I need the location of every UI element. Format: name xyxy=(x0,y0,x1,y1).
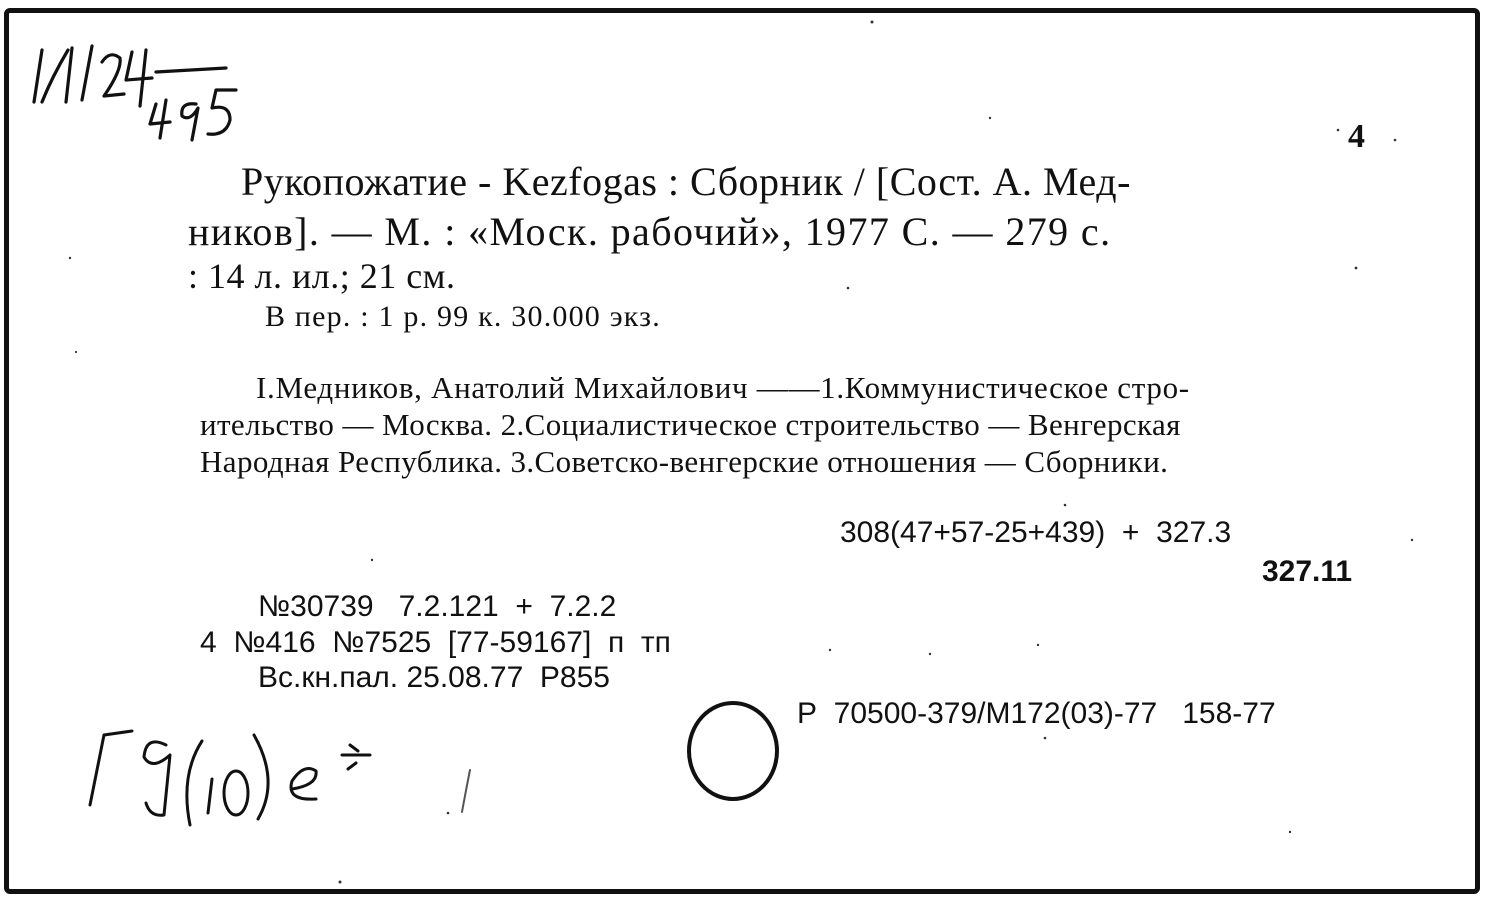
registry-line-2: 4 №416 №7525 [77-59167] п тп xyxy=(200,626,671,659)
price-line: В пер. : 1 р. 99 к. 30.000 экз. xyxy=(265,300,661,333)
handwritten-class-mark xyxy=(80,705,410,835)
card-number: 4 xyxy=(1348,118,1365,155)
registry-line-3: Вс.кн.пал. 25.08.77 Р855 xyxy=(258,661,610,694)
stamp-code: Р 70500-379/М172(03)-77 158-77 xyxy=(797,697,1276,730)
subject-line-1: I.Медников, Анатолий Михайлович ——1.Коммунистическое стро- xyxy=(256,370,1190,405)
classification-secondary: 327.11 xyxy=(1262,555,1353,588)
registry-line-1: №30739 7.2.121 + 7.2.2 xyxy=(258,590,617,623)
classification-main: 308(47+57-25+439) + 327.3 xyxy=(840,516,1232,549)
subject-line-2: ительство — Москва. 2.Социалистическое строительство — Венгерская xyxy=(200,407,1181,442)
stamp-circle xyxy=(684,698,784,806)
subject-line-3: Народная Республика. 3.Советско-венгерские отношения — Сборники. xyxy=(200,444,1169,479)
description-line-1: Рукопожатие - Kezfogas : Сборник / [Сост. А. Мед- xyxy=(241,159,1131,204)
description-line-2: ников]. — М. : «Моск. рабочий», 1977 С. — 279 с. xyxy=(188,209,1112,254)
handwritten-shelf-mark xyxy=(16,22,256,142)
description-line-3: : 14 л. ил.; 21 см. xyxy=(188,256,456,296)
ink-marks xyxy=(440,760,480,830)
